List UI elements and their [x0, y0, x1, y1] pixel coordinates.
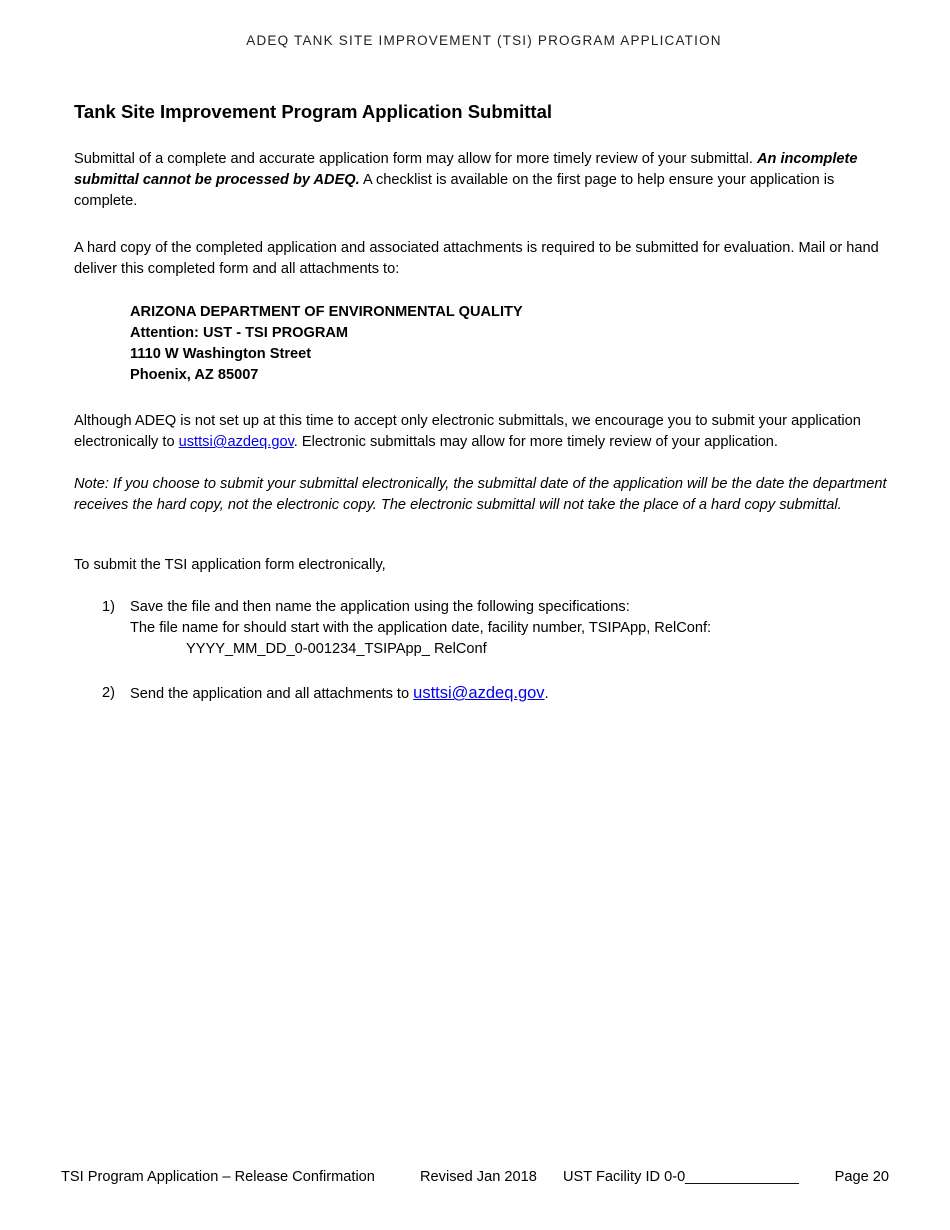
step-save-file: [74, 597, 896, 660]
hard-copy-paragraph: A hard copy of the completed application and associated attachments is required to be submitted for evaluation. Mail or hand deliver this completed form and all attachments to:: [74, 240, 879, 277]
step-send-text-before: Send the application and all attachments to: [130, 686, 414, 702]
address-line-agency: ARIZONA DEPARTMENT OF ENVIRONMENTAL QUALITY: [130, 304, 523, 320]
electronic-text-after: . Electronic submittals may allow for more timely review of your application.: [293, 434, 778, 450]
email-link[interactable]: usttsi@azdeq.gov: [413, 684, 545, 702]
email-link[interactable]: usttsi@azdeq.gov: [178, 434, 294, 450]
step-send-application: [74, 683, 896, 705]
address-line-street: 1110 W Washington Street: [130, 346, 312, 362]
main-content: [74, 100, 896, 705]
electronic-text-before: Although ADEQ is not set up at this time to accept only electronic submittals, we encourage you to submit your application electronically to: [74, 413, 861, 450]
intro-paragraph: [74, 149, 896, 212]
instruction-steps: [74, 597, 896, 705]
footer-facility-id: UST Facility ID 0-0______________: [563, 1169, 799, 1185]
step-save-line2: The file name for should start with the application date, facility number, TSIPApp, RelConf:: [130, 620, 712, 636]
intro-text-after: A checklist is available on the first page to help ensure your application is complete.: [74, 172, 835, 209]
intro-text-before: Submittal of a complete and accurate application form may allow for more timely review of your submittal.: [74, 151, 757, 167]
instructions-intro: To submit the TSI application form electronically,: [74, 557, 386, 573]
step-save-line1: Save the file and then name the application using the following specifications:: [130, 599, 630, 615]
mailing-address: [130, 302, 896, 386]
intro-emphasis: An incomplete submittal cannot be processed by ADEQ.: [74, 151, 858, 188]
running-header: ADEQ TANK SITE IMPROVEMENT (TSI) PROGRAM APPLICATION: [246, 33, 722, 48]
step-send-text-after: .: [544, 686, 549, 702]
step-number: 1): [102, 599, 115, 615]
step-number: 2): [102, 685, 115, 701]
footer-application-name: TSI Program Application – Release Confirmation: [61, 1169, 375, 1185]
electronic-paragraph: [74, 411, 896, 453]
footer-revised-date: Revised Jan 2018: [420, 1169, 537, 1185]
address-line-city: Phoenix, AZ 85007: [130, 367, 259, 383]
address-line-attention: Attention: UST - TSI PROGRAM: [130, 325, 349, 341]
footer-page-number: Page 20: [834, 1169, 889, 1185]
note-paragraph: Note: If you choose to submit your submittal electronically, the submittal date of the application will be the date the department receives the hard copy, not the electronic copy. The electronic submittal will not take the place of a hard copy submittal.: [74, 476, 887, 513]
file-name-example: YYYY_MM_DD_0-001234_TSIPApp_ RelConf: [186, 641, 487, 657]
section-title: Tank Site Improvement Program Application Submittal: [74, 101, 552, 122]
